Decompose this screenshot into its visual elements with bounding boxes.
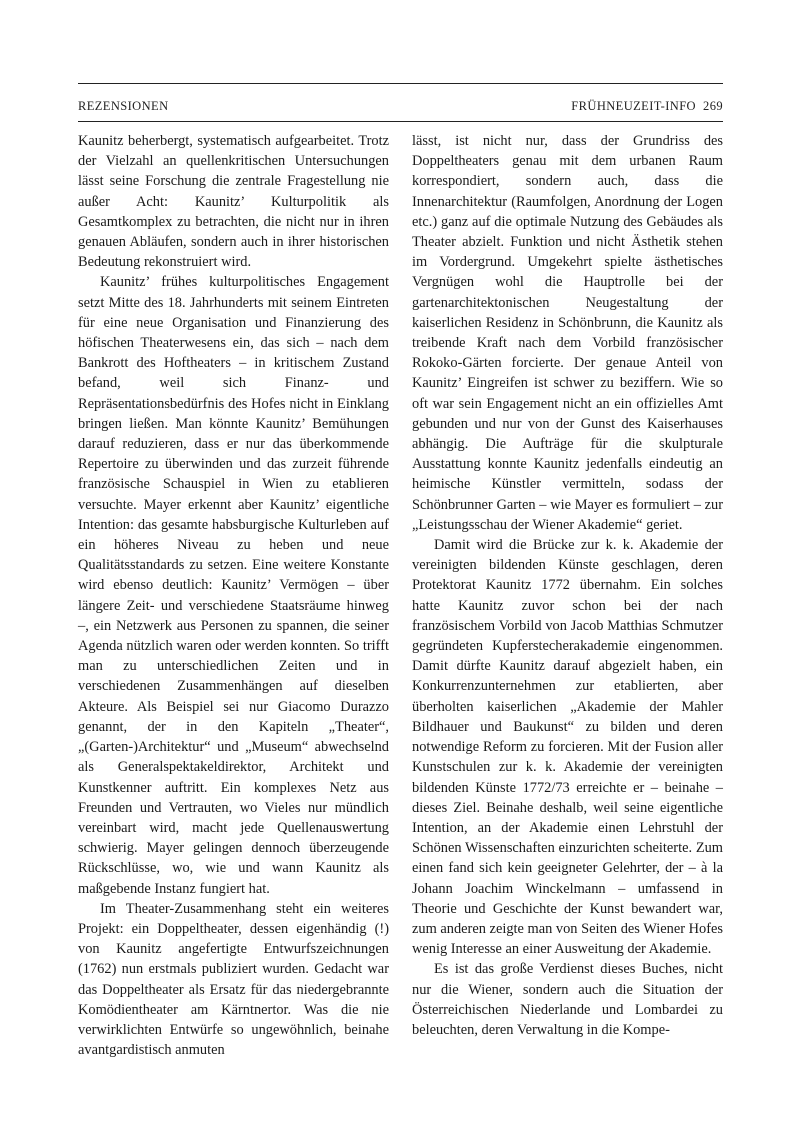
right-column	[412, 131, 723, 1040]
header-top-rule	[78, 83, 723, 84]
section-title: REZENSIONEN	[78, 98, 169, 113]
paragraph: lässt, ist nicht nur, dass der Grundriss des Doppeltheaters genau mit dem urbanen Raum korrespondiert, sondern auch, dass die Innenarchitektur (Raumfolgen, Anordnung der Logen etc.) ganz auf die optimale Nutzung des Gebäudes als Theater abzielt. Funktion und nicht Ästhetik stehen im Vordergrund. Umgekehrt spielte ästhetisches Vergnügen wohl die Hauptrolle bei der gartenarchitektonischen Neugestaltung der kaiserlichen Residenz in Schönbrunn, die Kaunitz als treibende Kraft nach dem Vorbild französischer Rokoko-Gärten forcierte. Der genaue Anteil von Kaunitz’ Eingreifen ist schwer zu beziffern. Wie so oft war sein Engagement nicht an ein offizielles Amt gebunden und nur von der Gunst des Kaiserhauses abhängig. Die Aufträge für die skulpturale Ausstattung konnte Kaunitz jedenfalls eindeutig an heimische Künstler vermitteln, sodass der Schönbrunner Garten – wie Mayer es formuliert – zur „Leistungsschau der Wiener Akademie“ geriet.	[412, 133, 723, 533]
journal-title: FRÜHNEUZEIT-INFO	[571, 98, 696, 113]
page-number: 269	[703, 98, 723, 113]
paragraph: Im Theater-Zusammenhang steht ein weiteres Projekt: ein Doppeltheater, dessen eigenhändig (!) von Kaunitz angefertigte Entwurfszeichnungen (1762) nun erstmals publiziert wurden. Gedacht war das Doppeltheater als Ersatz für das niedergebrannte Komödientheater am Kärntnertor. Was die nie verwirklichten Entwürfe so ungewöhnlich, beinahe avantgardistisch anmuten	[78, 900, 389, 1059]
paragraph: Es ist das große Verdienst dieses Buches, nicht nur die Wiener, sondern auch die Situation der Österreichischen Niederlande und Lombardei zu beleuchten, deren Verwaltung in die Kompe-	[412, 961, 723, 1038]
header-bottom-rule	[78, 121, 723, 122]
running-header	[78, 96, 723, 116]
left-column	[78, 131, 389, 1060]
paragraph: Kaunitz’ frühes kulturpolitisches Engagement setzt Mitte des 18. Jahrhunderts mit seinem Eintreten für eine neue Organisation und Finanzierung des höfischen Theaterwesens ein, das sich – nach dem Bankrott des Hoftheaters – in kritischem Zustand befand, weil sich Finanz- und Repräsentationsbedürfnis des Hofes nicht in Einklang bringen ließen. Man könnte Kaunitz’ Bemühungen darauf reduzieren, dass er nur das überkommende Repertoire zu überwinden und das zurzeit führende französische Schauspiel in Wien zu etablieren versuchte. Mayer erkennt aber Kaunitz’ eigentliche Intention: das gesamte habsburgische Kulturleben auf ein höheres Niveau zu heben und neue Qualitätsstandards zu setzen. Eine weitere Konstante wird ebenso deutlich: Kaunitz’ Vermögen – über längere Zeit- und verschiedene Staatsräume hinweg –, ein Netzwerk aus Personen zu spannen, die seiner Agenda nützlich waren oder werden konnten. So trifft man zu unterschiedlichen Zeiten und in verschiedenen Zusammenhängen auf dieselben Akteure. Als Beispiel sei nur Giacomo Durazzo genannt, der in den Kapiteln „Theater“, „(Garten-)Architektur“ und „Museum“ abwechselnd als Generalspektakeldirektor, Architekt und Kunstkenner auftritt. Ein komplexes Netz aus Freunden und Vertrauten, wo Vieles nur mündlich vereinbart wird, macht jede Quellenauswertung schwierig. Mayer gelingen dennoch überzeugende Rückschlüsse, wo, wie und wann Kaunitz als maßgebende Instanz fungiert hat.	[78, 274, 389, 897]
journal-info	[571, 99, 723, 114]
paragraph: Kaunitz beherbergt, systematisch aufgearbeitet. Trotz der Vielzahl an quellenkritischen Untersuchungen lässt seine Forschung die zentrale Fragestellung nie außer Acht: Kaunitz’ Kulturpolitik als Gesamtkomplex zu betrachten, die nicht nur in ihren genauen Abläufen, sondern auch in ihrer historischen Bedeutung rekonstruiert wird.	[78, 133, 389, 271]
paragraph: Damit wird die Brücke zur k. k. Akademie der vereinigten bildenden Künste geschlagen, deren Protektorat Kaunitz 1772 übernahm. Ein solches hatte Kaunitz zuvor schon bei der nach französischem Vorbild von Jacob Matthias Schmutzer gegründeten Kupferstecherakademie eingenommen. Damit dürfte Kaunitz darauf abgezielt haben, ein Konkurrenzunternehmen zur etablierten, aber überholten kaiserlichen „Akademie der Mahler Bildhauer und Baukunst“ zu bilden und deren notwendige Reform zu forcieren. Mit der Fusion aller Kunstschulen zur k. k. Akademie der vereinigten bildenden Künste 1772/73 erreichte er – beinahe – dieses Ziel. Beinahe deshalb, weil seine eigentliche Intention, an der Akademie einen Lehrstuhl der Schönen Wissenschaften einzurichten scheiterte. Zum einen fand sich kein geeigneter Gelehrter, der – à la Johann Joachim Winckelmann – umfassend in Theorie und Geschichte der Kunst bewandert war, zum anderen zeigte man von Seiten des Wiener Hofes wenig Interesse an einer Ausweitung der Akademie.	[412, 537, 723, 958]
